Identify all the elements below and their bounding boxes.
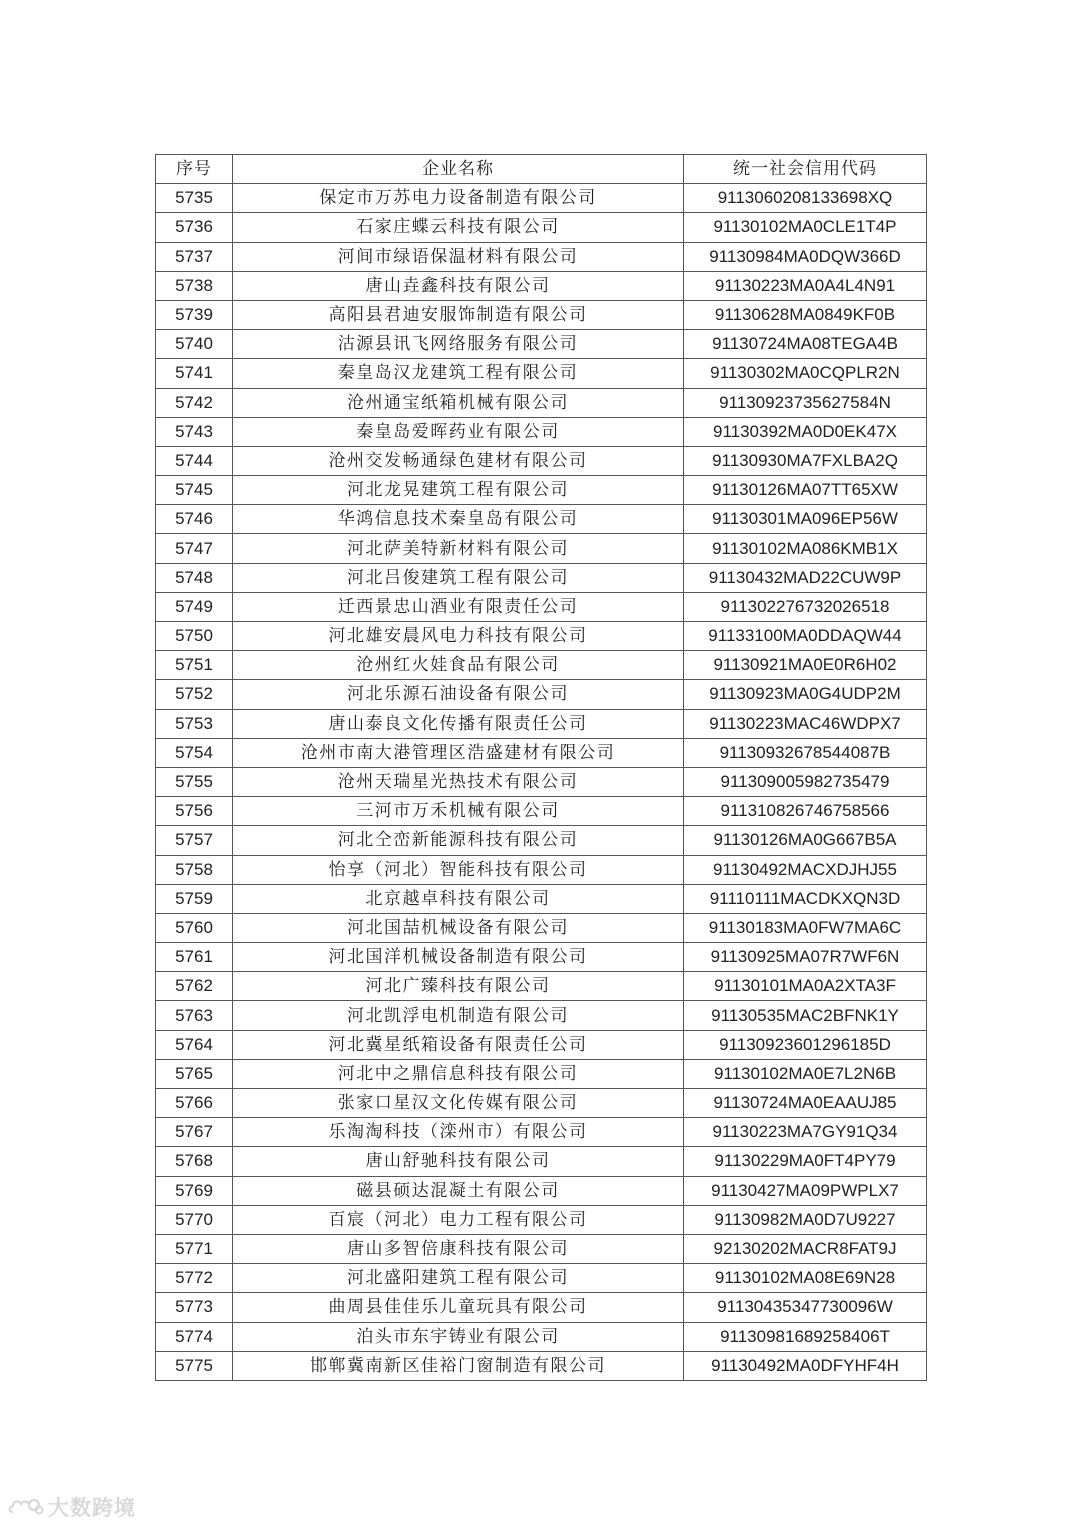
seq-cell: 5757 bbox=[156, 826, 233, 855]
credit-code-cell: 91130223MA0A4L4N91 bbox=[684, 271, 927, 300]
table-row bbox=[156, 855, 927, 884]
company-name-cell: 河北凯浮电机制造有限公司 bbox=[233, 1001, 684, 1030]
credit-code-cell: 91130925MA07R7WF6N bbox=[684, 943, 927, 972]
enterprise-credit-table bbox=[155, 154, 927, 1381]
table-row bbox=[156, 330, 927, 359]
table-row bbox=[156, 1001, 927, 1030]
table-row bbox=[156, 1322, 927, 1351]
table-row bbox=[156, 300, 927, 329]
company-name-cell: 河北吕俊建筑工程有限公司 bbox=[233, 563, 684, 592]
credit-code-cell: 91130102MA0E7L2N6B bbox=[684, 1059, 927, 1088]
seq-cell: 5752 bbox=[156, 680, 233, 709]
table-row bbox=[156, 1030, 927, 1059]
table-row bbox=[156, 972, 927, 1001]
table-row bbox=[156, 271, 927, 300]
table-row bbox=[156, 1059, 927, 1088]
watermark bbox=[8, 1492, 136, 1522]
company-name-cell: 唐山多智倍康科技有限公司 bbox=[233, 1234, 684, 1263]
credit-code-cell: 91130302MA0CQPLR2N bbox=[684, 359, 927, 388]
table-row bbox=[156, 417, 927, 446]
credit-code-cell: 911310826746758566 bbox=[684, 797, 927, 826]
company-name-cell: 河北萨美特新材料有限公司 bbox=[233, 534, 684, 563]
company-name-cell: 河北乐源石油设备有限公司 bbox=[233, 680, 684, 709]
table-row bbox=[156, 388, 927, 417]
credit-code-cell: 91130101MA0A2XTA3F bbox=[684, 972, 927, 1001]
credit-code-cell: 91130921MA0E0R6H02 bbox=[684, 651, 927, 680]
company-name-cell: 秦皇岛爱晖药业有限公司 bbox=[233, 417, 684, 446]
company-name-cell: 河北雄安晨风电力科技有限公司 bbox=[233, 622, 684, 651]
seq-cell: 5763 bbox=[156, 1001, 233, 1030]
company-name-cell: 河北国洋机械设备制造有限公司 bbox=[233, 943, 684, 972]
table-row bbox=[156, 213, 927, 242]
table-row bbox=[156, 826, 927, 855]
company-name-cell: 磁县硕达混凝土有限公司 bbox=[233, 1176, 684, 1205]
credit-code-cell: 91130982MA0D7U9227 bbox=[684, 1205, 927, 1234]
table-row bbox=[156, 1205, 927, 1234]
seq-cell: 5749 bbox=[156, 592, 233, 621]
watermark-text: 大数跨境 bbox=[48, 1496, 136, 1520]
company-name-cell: 河北盛阳建筑工程有限公司 bbox=[233, 1264, 684, 1293]
seq-cell: 5768 bbox=[156, 1147, 233, 1176]
seq-cell: 5764 bbox=[156, 1030, 233, 1059]
seq-cell: 5756 bbox=[156, 797, 233, 826]
seq-cell: 5750 bbox=[156, 622, 233, 651]
seq-cell: 5766 bbox=[156, 1089, 233, 1118]
seq-cell: 5758 bbox=[156, 855, 233, 884]
credit-code-cell: 91130981689258406T bbox=[684, 1322, 927, 1351]
cloud-logo-icon bbox=[8, 1496, 44, 1518]
table-row bbox=[156, 242, 927, 271]
credit-code-cell: 91130724MA08TEGA4B bbox=[684, 330, 927, 359]
seq-cell: 5751 bbox=[156, 651, 233, 680]
seq-cell: 5771 bbox=[156, 1234, 233, 1263]
seq-cell: 5773 bbox=[156, 1293, 233, 1322]
credit-code-cell: 91130223MA7GY91Q34 bbox=[684, 1118, 927, 1147]
table-row bbox=[156, 767, 927, 796]
table-row bbox=[156, 1147, 927, 1176]
table-row bbox=[156, 680, 927, 709]
seq-cell: 5774 bbox=[156, 1322, 233, 1351]
table-row bbox=[156, 592, 927, 621]
credit-code-cell: 91130923MA0G4UDP2M bbox=[684, 680, 927, 709]
company-name-cell: 河北广臻科技有限公司 bbox=[233, 972, 684, 1001]
seq-cell: 5741 bbox=[156, 359, 233, 388]
company-name-cell: 河北中之鼎信息科技有限公司 bbox=[233, 1059, 684, 1088]
table-row bbox=[156, 651, 927, 680]
seq-cell: 5736 bbox=[156, 213, 233, 242]
credit-code-cell: 91130301MA096EP56W bbox=[684, 505, 927, 534]
credit-code-cell: 9113060208133698XQ bbox=[684, 184, 927, 213]
seq-cell: 5754 bbox=[156, 738, 233, 767]
seq-cell: 5739 bbox=[156, 300, 233, 329]
seq-cell: 5738 bbox=[156, 271, 233, 300]
company-name-cell: 沧州天瑞星光热技术有限公司 bbox=[233, 767, 684, 796]
company-name-cell: 沧州红火娃食品有限公司 bbox=[233, 651, 684, 680]
table-row bbox=[156, 1089, 927, 1118]
seq-cell: 5742 bbox=[156, 388, 233, 417]
table-row bbox=[156, 534, 927, 563]
table-row bbox=[156, 1234, 927, 1263]
table-row bbox=[156, 505, 927, 534]
company-name-cell: 石家庄蝶云科技有限公司 bbox=[233, 213, 684, 242]
seq-cell: 5740 bbox=[156, 330, 233, 359]
company-name-cell: 秦皇岛汉龙建筑工程有限公司 bbox=[233, 359, 684, 388]
company-name-cell: 沧州市南大港管理区浩盛建材有限公司 bbox=[233, 738, 684, 767]
seq-cell: 5767 bbox=[156, 1118, 233, 1147]
seq-cell: 5775 bbox=[156, 1351, 233, 1380]
company-name-cell: 河间市绿语保温材料有限公司 bbox=[233, 242, 684, 271]
company-name-cell: 曲周县佳佳乐儿童玩具有限公司 bbox=[233, 1293, 684, 1322]
seq-cell: 5747 bbox=[156, 534, 233, 563]
table-row bbox=[156, 446, 927, 475]
company-name-cell: 沧州通宝纸箱机械有限公司 bbox=[233, 388, 684, 417]
credit-code-cell: 91130126MA0G667B5A bbox=[684, 826, 927, 855]
company-name-cell: 怡享（河北）智能科技有限公司 bbox=[233, 855, 684, 884]
seq-cell: 5735 bbox=[156, 184, 233, 213]
credit-code-cell: 91130923601296185D bbox=[684, 1030, 927, 1059]
table-row bbox=[156, 913, 927, 942]
company-name-cell: 河北国喆机械设备有限公司 bbox=[233, 913, 684, 942]
company-name-cell: 高阳县君迪安服饰制造有限公司 bbox=[233, 300, 684, 329]
seq-cell: 5769 bbox=[156, 1176, 233, 1205]
table-row bbox=[156, 1264, 927, 1293]
seq-cell: 5753 bbox=[156, 709, 233, 738]
table-row bbox=[156, 797, 927, 826]
table-row bbox=[156, 1176, 927, 1205]
company-name-cell: 北京越卓科技有限公司 bbox=[233, 884, 684, 913]
table-row bbox=[156, 622, 927, 651]
credit-code-cell: 91130392MA0D0EK47X bbox=[684, 417, 927, 446]
company-name-cell: 乐淘淘科技（滦州市）有限公司 bbox=[233, 1118, 684, 1147]
credit-code-cell: 91130724MA0EAAUJ85 bbox=[684, 1089, 927, 1118]
credit-code-cell: 91130984MA0DQW366D bbox=[684, 242, 927, 271]
table-row bbox=[156, 359, 927, 388]
company-name-cell: 唐山垚鑫科技有限公司 bbox=[233, 271, 684, 300]
credit-code-cell: 911302276732026518 bbox=[684, 592, 927, 621]
credit-code-cell: 91130628MA0849KF0B bbox=[684, 300, 927, 329]
seq-cell: 5760 bbox=[156, 913, 233, 942]
table-row bbox=[156, 943, 927, 972]
table-header-row bbox=[156, 155, 927, 184]
company-name-cell: 河北龙晃建筑工程有限公司 bbox=[233, 476, 684, 505]
seq-cell: 5772 bbox=[156, 1264, 233, 1293]
header-code: 统一社会信用代码 bbox=[684, 155, 927, 184]
credit-code-cell: 91133100MA0DDAQW44 bbox=[684, 622, 927, 651]
seq-cell: 5770 bbox=[156, 1205, 233, 1234]
seq-cell: 5744 bbox=[156, 446, 233, 475]
credit-code-cell: 91130126MA07TT65XW bbox=[684, 476, 927, 505]
company-name-cell: 迁西景忠山酒业有限责任公司 bbox=[233, 592, 684, 621]
seq-cell: 5755 bbox=[156, 767, 233, 796]
table-body bbox=[156, 184, 927, 1381]
seq-cell: 5762 bbox=[156, 972, 233, 1001]
table-row bbox=[156, 1351, 927, 1380]
company-name-cell: 保定市万苏电力设备制造有限公司 bbox=[233, 184, 684, 213]
company-name-cell: 百宸（河北）电力工程有限公司 bbox=[233, 1205, 684, 1234]
credit-code-cell: 91130427MA09PWPLX7 bbox=[684, 1176, 927, 1205]
table-row bbox=[156, 563, 927, 592]
table-row bbox=[156, 1118, 927, 1147]
credit-code-cell: 91130535MAC2BFNK1Y bbox=[684, 1001, 927, 1030]
credit-code-cell: 91130102MA086KMB1X bbox=[684, 534, 927, 563]
credit-code-cell: 91130492MACXDJHJ55 bbox=[684, 855, 927, 884]
credit-code-cell: 91130183MA0FW7MA6C bbox=[684, 913, 927, 942]
credit-code-cell: 91130229MA0FT4PY79 bbox=[684, 1147, 927, 1176]
credit-code-cell: 91130932678544087B bbox=[684, 738, 927, 767]
seq-cell: 5759 bbox=[156, 884, 233, 913]
table-row bbox=[156, 709, 927, 738]
company-name-cell: 河北冀星纸箱设备有限责任公司 bbox=[233, 1030, 684, 1059]
table-row bbox=[156, 184, 927, 213]
seq-cell: 5737 bbox=[156, 242, 233, 271]
company-name-cell: 邯郸冀南新区佳裕门窗制造有限公司 bbox=[233, 1351, 684, 1380]
credit-code-cell: 91130102MA08E69N28 bbox=[684, 1264, 927, 1293]
company-name-cell: 三河市万禾机械有限公司 bbox=[233, 797, 684, 826]
seq-cell: 5748 bbox=[156, 563, 233, 592]
company-name-cell: 沽源县讯飞网络服务有限公司 bbox=[233, 330, 684, 359]
company-name-cell: 沧州交发畅通绿色建材有限公司 bbox=[233, 446, 684, 475]
credit-code-cell: 91130435347730096W bbox=[684, 1293, 927, 1322]
seq-cell: 5743 bbox=[156, 417, 233, 446]
header-seq: 序号 bbox=[156, 155, 233, 184]
credit-code-cell: 91110111MACDKXQN3D bbox=[684, 884, 927, 913]
company-name-cell: 唐山舒驰科技有限公司 bbox=[233, 1147, 684, 1176]
table-row bbox=[156, 884, 927, 913]
table-row bbox=[156, 738, 927, 767]
seq-cell: 5745 bbox=[156, 476, 233, 505]
credit-code-cell: 91130223MAC46WDPX7 bbox=[684, 709, 927, 738]
credit-code-cell: 91130492MA0DFYHF4H bbox=[684, 1351, 927, 1380]
company-name-cell: 泊头市东宇铸业有限公司 bbox=[233, 1322, 684, 1351]
company-name-cell: 张家口星汉文化传媒有限公司 bbox=[233, 1089, 684, 1118]
seq-cell: 5746 bbox=[156, 505, 233, 534]
credit-code-cell: 91130102MA0CLE1T4P bbox=[684, 213, 927, 242]
table-row bbox=[156, 476, 927, 505]
table-row bbox=[156, 1293, 927, 1322]
header-name: 企业名称 bbox=[233, 155, 684, 184]
seq-cell: 5761 bbox=[156, 943, 233, 972]
credit-code-cell: 911309005982735479 bbox=[684, 767, 927, 796]
company-name-cell: 河北仝峦新能源科技有限公司 bbox=[233, 826, 684, 855]
seq-cell: 5765 bbox=[156, 1059, 233, 1088]
credit-code-cell: 91130923735627584N bbox=[684, 388, 927, 417]
credit-code-cell: 91130930MA7FXLBA2Q bbox=[684, 446, 927, 475]
company-name-cell: 唐山泰良文化传播有限责任公司 bbox=[233, 709, 684, 738]
company-name-cell: 华鸿信息技术秦皇岛有限公司 bbox=[233, 505, 684, 534]
credit-code-cell: 92130202MACR8FAT9J bbox=[684, 1234, 927, 1263]
credit-code-cell: 91130432MAD22CUW9P bbox=[684, 563, 927, 592]
